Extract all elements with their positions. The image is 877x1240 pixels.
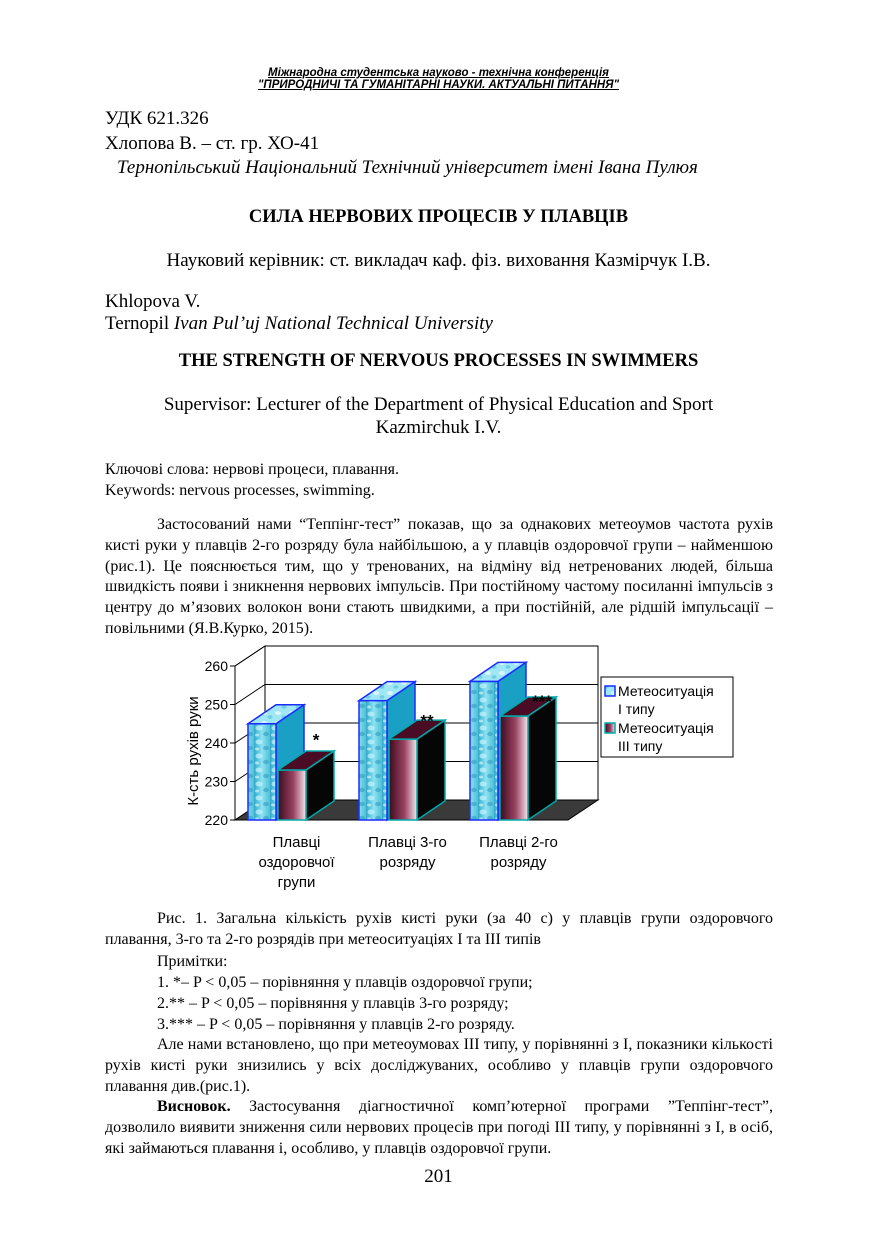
- page-number: 201: [424, 1166, 453, 1187]
- x-category-label: Плавці 3-го: [368, 834, 447, 851]
- supervisor-en-line2: Kazmirchuk I.V.: [375, 417, 502, 438]
- institution-en-name: Ivan Pul’uj National Technical University: [173, 313, 493, 334]
- keywords-ua: Ключові слова: нервові процеси, плавання.: [105, 461, 399, 478]
- author-en: Khlopova V.: [105, 291, 201, 312]
- significance-marker: **: [420, 711, 434, 731]
- y-tick-label: 240: [204, 735, 228, 751]
- x-category-label: розряду: [490, 854, 547, 871]
- udk: УДК 621.326: [105, 108, 209, 129]
- y-tick-label: 230: [204, 773, 228, 790]
- supervisor-en-line1: Supervisor: Lecturer of the Department of Physical Education and Sport: [163, 394, 714, 415]
- figure-1-chart: [185, 640, 745, 900]
- significance-marker: ***: [532, 692, 552, 712]
- conference-header-line2: "ПРИРОДНИЧІ ТА ГУМАНІТАРНІ НАУКИ. АКТУАЛЬНІ ПИТАННЯ": [257, 79, 620, 91]
- bar-series2: [389, 720, 445, 820]
- conclusion-label: Висновок.: [157, 1098, 231, 1115]
- legend-swatch-series2: [605, 723, 615, 733]
- bar-front: [389, 739, 417, 820]
- legend-label: Метеоситуація: [618, 683, 714, 699]
- bar-front: [500, 716, 528, 820]
- legend-label: I типу: [618, 701, 655, 717]
- x-category-label: Плавці 2-го: [479, 834, 558, 851]
- x-category-label: групи: [277, 874, 316, 891]
- y-tick-label: 220: [204, 812, 228, 828]
- supervisor-ua: Науковий керівник: ст. викладач каф. фіз. виховання Казмірчук І.В.: [166, 250, 711, 271]
- y-tick-label: 250: [204, 696, 228, 713]
- conclusion-text: Застосування діагностичної комп’ютерної програми ”Теппінг-тест”, дозволило виявити зниження сили нервових процесів при погоді III типу, у порівнянні з I, в осіб, які займаються плавання і, особливо, у плавців оздоровчої групи.: [105, 1098, 774, 1157]
- legend-label: III типу: [618, 738, 663, 754]
- significance-marker: *: [312, 730, 320, 750]
- conference-header-line1: Міжнародна студентська науково - технічна конференція: [268, 67, 609, 79]
- note-1: 1. *– P < 0,05 – порівняння у плавців оздоровчої групи;: [157, 974, 533, 991]
- title-en: THE STRENGTH OF NERVOUS PROCESSES IN SWIMMERS: [178, 351, 699, 371]
- author-ua: Хлопова В. – ст. гр. ХО-41: [105, 133, 320, 154]
- bar-chart-svg: [185, 640, 745, 900]
- keywords-en: Keywords: nervous processes, swimming.: [105, 482, 375, 499]
- paragraph-1: [105, 515, 773, 640]
- note-2: 2.** – P < 0,05 – порівняння у плавців 3-го розряду;: [157, 995, 509, 1012]
- notes-title: Примітки:: [157, 953, 228, 970]
- x-category-label: розряду: [379, 854, 436, 871]
- bar-front: [278, 770, 306, 820]
- bar-side: [528, 697, 556, 820]
- y-tick-label: 260: [204, 658, 228, 674]
- conclusion: [105, 1097, 773, 1159]
- x-category-label: Плавці: [272, 834, 321, 851]
- chart-legend: [601, 677, 733, 757]
- legend-swatch-series1: [605, 686, 615, 696]
- institution-en-prefix: Ternopil: [105, 313, 174, 334]
- title-ua: СИЛА НЕРВОВИХ ПРОЦЕСІВ У ПЛАВЦІВ: [248, 207, 629, 227]
- bar-front: [359, 701, 387, 820]
- paragraph-2: [105, 1035, 773, 1097]
- institution-ua: Тернопільський Національний Технічний університет імені Івана Пулюя: [117, 157, 698, 178]
- note-3: 3.*** – P < 0,05 – порівняння у плавців 2-го розряду.: [157, 1016, 515, 1033]
- institution-en: [105, 313, 493, 335]
- paragraph-2-text: Але нами встановлено, що при метеоумовах III типу, у порівнянні з I, показники кількості рухів кисті руки знизились у всіх досліджуваних, особливо у плавців групи оздоровчого плавання див.(рис.1).: [105, 1036, 773, 1095]
- bar-series2: [500, 697, 556, 820]
- figure-caption: [105, 909, 773, 951]
- x-category-label: оздоровчої: [258, 854, 335, 871]
- figure-caption-text: Рис. 1. Загальна кількість рухів кисті руки (за 40 с) у плавців групи оздоровчого плавання, 3-го та 2-го розрядів при метеоситуаціях I та III типів: [105, 910, 773, 948]
- legend-label: Метеоситуація: [618, 720, 714, 736]
- y-axis-label: К-сть рухів руки: [185, 696, 202, 806]
- bar-front: [248, 724, 276, 820]
- bar-front: [470, 681, 498, 820]
- paragraph-1-text: Застосований нами “Теппінг-тест” показав, що за однакових метеоумов частота рухів кисті руки у плавців 2-го розряду була найбільшою, а у плавців оздоровчої групи – найменшою (рис.1). Це пояснюється тим, що у тренованих, на відміну від нетренованих людей, більша швидкість появи і зникнення нервових імпульсів. При постійному частому посиланні імпульсів з центру до м’язових волокон вони стають швидкими, а при постійній, але рідшій імпульсації – повільними (Я.В.Курко, 2015).: [105, 516, 773, 637]
